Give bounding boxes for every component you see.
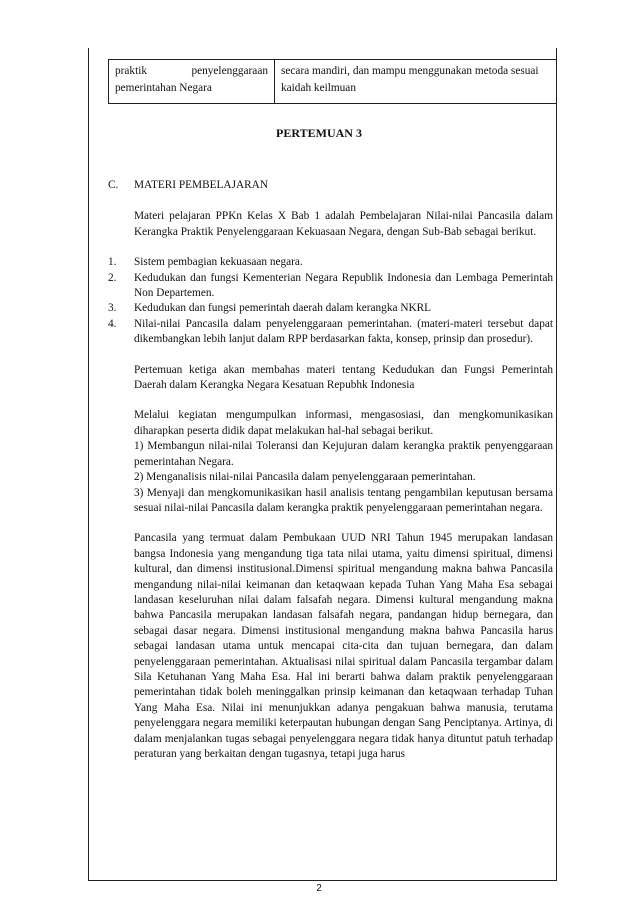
meeting-note-paragraph: Pertemuan ketiga akan membahas materi tentang Kedudukan dan Fungsi Pemerintah Daerah dalam Kerangka Negara Kesatuan Repubhk Indonesia	[134, 363, 553, 392]
meeting-heading: PERTEMUAN 3	[276, 126, 362, 140]
section-letter: C.	[108, 179, 119, 191]
list-text: Kedudukan dan fungsi pemerintah daerah dalam kerangka NKRL	[134, 302, 432, 315]
subchapter-list	[108, 255, 553, 347]
intro-paragraph: Materi pelajaran PPKn Kelas X Bab 1 adalah Pembelajaran Nilai-nilai Pancasila dalam Kerangka Praktik Penyelenggaraan Kekuasaan Negara, dengan Sub-Bab sebagai berikut.	[134, 210, 553, 238]
list-number: 1.	[108, 256, 117, 269]
document-body	[108, 178, 553, 762]
table-cell-right: secara mandiri, dan mampu menggunakan metoda sesuai kaidah keilmuan	[281, 65, 539, 94]
activity-item: 3) Menyaji dan mengkomunikasikan hasil analisis tentang pengambilan keputusan bersama sesuai nilai-nilai Pancasila dalam kerangka praktik penyelenggaraan pemerintahan negara.	[134, 486, 553, 514]
activities-intro: Melalui kegiatan mengumpulkan informasi, mengasosiasi, dan mengkomunikasikan diharapkan peserta didik dapat melakukan hal-hal sebagai berikut.	[134, 409, 553, 437]
list-number: 4.	[108, 317, 117, 330]
table-cell-left: praktik penyelenggaraan pemerintahan Negara	[109, 60, 275, 103]
list-number: 3.	[108, 302, 117, 315]
competency-table	[108, 59, 557, 104]
pancasila-paragraph: Pancasila yang termuat dalam Pembukaan UUD NRI Tahun 1945 merupakan landasan bangsa Indonesia yang mengandung tiga tata nilai utama, yaitu dimensi spiritual, dimensi kultural, dan dimensi institusional.Dimensi spiritual mengandung makna bahwa Pancasila mengandung nilai-nilai keimanan dan ketaqwaan kepada Tuhan Yang Maha Esa sebagai landasan keseluruhan nilai dalam falsafah negara. Dimensi kultural mengandung makna bahwa Pancasila merupakan landasan falsafah negara, pandangan hidup bernegara, dan sebagai dasar negara. Dimensi institusional mengandung makna bahwa Pancasila harus sebagai landasan utama untuk mencapai cita-cita dan tujuan bernegara, dan dalam penyelenggaraan pemerintahan. Aktualisasi nilai spiritual dalam Pancasila tergambar dalam Sila Ketuhanan Yang Maha Esa. Hal ini berarti bahwa dalam praktik penyelenggaraan pemerintahan tidak boleh meninggalkan prinsip keimanan dan ketaqwaan terhadap Tuhan Yang Maha Esa. Nilai ini menunjukkan adanya pengakuan bahwa manusia, terutama penyelenggara negara memiliki keterpautan hubungan dengan Sang Penciptanya. Artinya, di dalam menjalankan tugas sebagai penyelenggara negara tidak hanya dituntut patuh terhadap peraturan yang berkaitan dengan tugasnya, tetapi juga harus	[134, 532, 553, 760]
page-number: 2	[316, 883, 322, 894]
activities-block	[134, 408, 553, 516]
list-item	[108, 301, 553, 316]
activity-item: 1) Membangun nilai-nilai Toleransi dan Kejujuran dalam kerangka praktik penyenggaraan pemerintahan Negara.	[134, 440, 553, 468]
list-item	[108, 271, 553, 302]
list-item	[108, 255, 553, 270]
activity-item: 2) Menganalisis nilai-nilai Pancasila dalam penyelenggaraan pemerintahan.	[134, 471, 476, 484]
section-title	[108, 178, 553, 193]
list-text: Nilai-nilai Pancasila dalam penyelenggaraan pemerintahan. (materi-materi tersebut dapat dikembangkan lebih lanjut dalam RPP berdasarkan fakta, konsep, prinsip dan prosedur).	[134, 317, 553, 346]
list-text: Kedudukan dan fungsi Kementerian Negara Republik Indonesia dan Lembaga Pemerintah Non Departemen.	[134, 271, 553, 300]
list-number: 2.	[108, 271, 117, 284]
list-text: Sistem pembagian kekuasaan negara.	[134, 256, 303, 269]
list-item	[108, 317, 553, 348]
section-title-text: MATERI PEMBELAJARAN	[134, 179, 269, 191]
